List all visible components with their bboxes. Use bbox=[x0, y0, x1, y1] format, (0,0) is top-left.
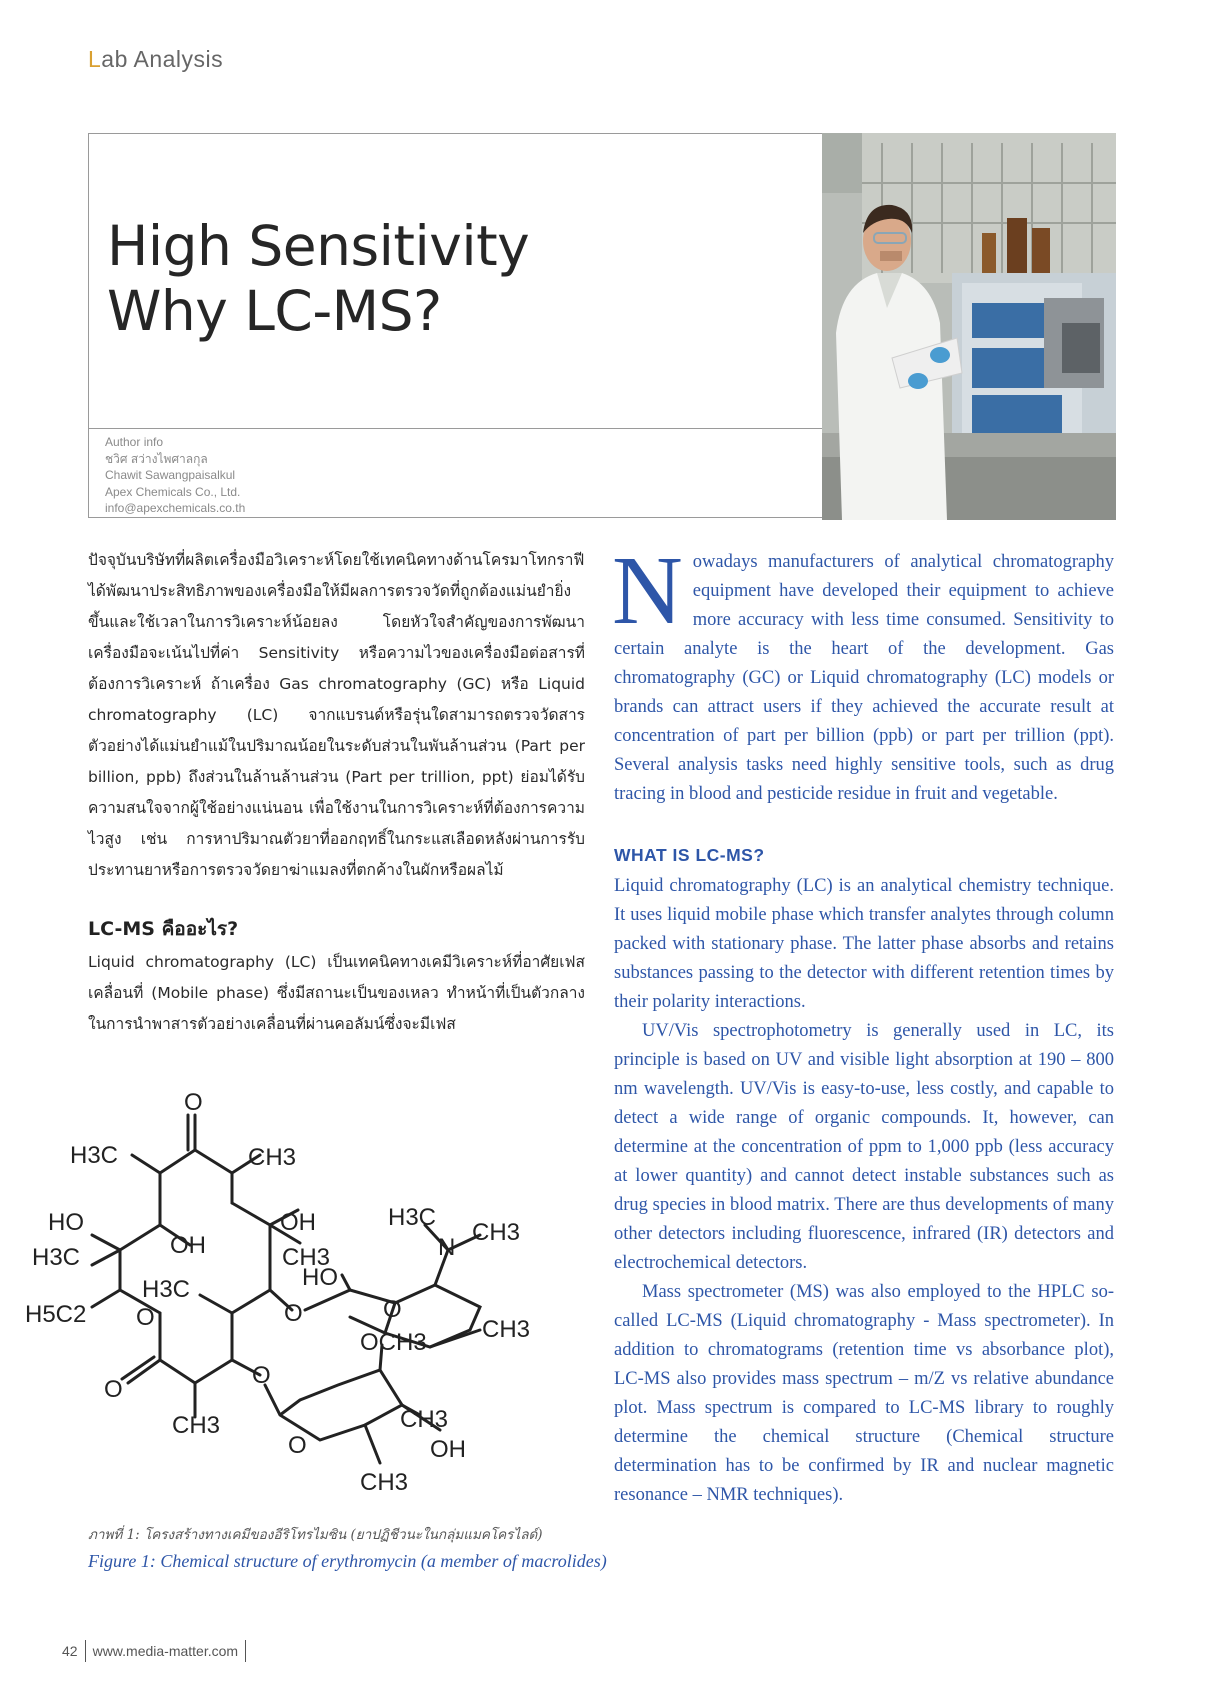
erythromycin-structure bbox=[20, 1085, 590, 1525]
author-company: Apex Chemicals Co., Ltd. bbox=[105, 484, 241, 499]
label-oh-mid: OH bbox=[170, 1232, 206, 1259]
label-och3: OCH3 bbox=[360, 1329, 427, 1356]
english-column bbox=[612, 537, 1114, 1510]
english-paragraph-3: UV/Vis spectrophotometry is generally used in LC, its principle is based on UV and visible light absorption at 190 – 800 nm wavelength. UV/Vis is easy-to-use, less costly, and capable to detect a wide range of organic compounds. It, however, can determine at the concentration of ppm to 1,000 ppb (less accuracy at lower quantity) and cannot detect instable substances such as drug species in blood matrix. There are thus developments of many other detectors including fluorescence, infrared (IR) detectors and electrochemical detectors. bbox=[614, 1021, 1114, 1273]
thai-paragraph-1: ปัจจุบันบริษัทที่ผลิตเครื่องมือวิเคราะห์โดยใช้เทคนิคทางด้านโครมาโทกราฟีได้พัฒนาประสิทธิภาพของเครื่องมือให้มีผลการตรวจวัดที่ถูกต้องแม่นยำยิ่งขึ้นและใช้เวลาในการวิเคราะห์น้อยลง โดยหัวใจสำคัญของการพัฒนาเครื่องมือจะเน้นไปที่ค่า Sensitivity หรือความไวของเครื่องมือต่อสารที่ต้องการวิเคราะห์ ถ้าเครื่อง Gas chromatography (GC) หรือ Liquid chromatography (LC) จากแบรนด์หรือรุ่นใดสามารถตรวจวัดสารตัวอย่างได้แม่นยำแม้ในปริมาณน้อยในระดับส่วนในพันล้านส่วน (Part per billion, ppb) ถึงส่วนในล้านล้านส่วน (Part per trillion, ppt) ย่อมได้รับความสนใจจากผู้ใช้อย่างแน่นอน เพื่อใช้งานในการวิเคราะห์ที่ต้องการความไวสูง เช่น การหาปริมาณตัวยาที่ออกฤทธิ์ในกระแสเลือดหลังผ่านการรับประทานยาหรือการตรวจวัดยาฆ่าแมลงที่ตกค้างในผักหรือผลไม้ bbox=[88, 551, 585, 879]
drop-cap: N bbox=[612, 537, 683, 645]
label-h3c-left: H3C bbox=[70, 1142, 119, 1169]
label-o-top: O bbox=[184, 1089, 203, 1116]
label-h5c2: H5C2 bbox=[25, 1301, 87, 1328]
label-ho-sugar: HO bbox=[302, 1264, 338, 1291]
label-ch3-mid: CH3 bbox=[282, 1244, 331, 1271]
label-n: N bbox=[438, 1234, 456, 1261]
label-ch3-right: CH3 bbox=[248, 1144, 297, 1171]
title-divider bbox=[89, 428, 822, 429]
label-oh-sugar2: OH bbox=[430, 1436, 466, 1463]
english-paragraph-1-text: owadays manufacturers of analytical chromatography equipment have developed their equipment to achieve more accuracy with less time consumed. Sensitivity to certain analyte is the heart of the development. Gas chromatography (GC) or Liquid chromatography (LC) models or brands can attract users if they achieved the accurate result at concentration of part per billion (ppb) or part per trillion (ppt). Several analysis tasks need highly sensitive tools, such as drug tracing in blood and pesticide residue in fruit and vegetable. bbox=[614, 552, 1114, 804]
label-ch3-sugar2b: CH3 bbox=[360, 1469, 409, 1496]
author-name: Chawit Sawangpaisalkul bbox=[105, 468, 236, 482]
author-heading: Author info bbox=[105, 435, 164, 449]
lab-photo bbox=[822, 133, 1116, 520]
label-o-sugar: O bbox=[383, 1296, 402, 1323]
label-h3c-amine: H3C bbox=[388, 1204, 437, 1231]
figure-caption-thai: ภาพที่ 1: โครงสร้างทางเคมีของอีริโทรไมซิน (ยาปฏิชีวนะในกลุ่มแมคโครไลด์) bbox=[88, 1527, 543, 1543]
page-footer bbox=[62, 1640, 253, 1662]
english-heading: WHAT IS LC-MS? bbox=[614, 845, 765, 865]
label-h3c-mid: H3C bbox=[32, 1244, 81, 1271]
thai-paragraph-2: Liquid chromatography (LC) เป็นเทคนิคทางเคมีวิเคราะห์ที่อาศัยเฟสเคลื่อนที่ (Mobile phase) ซึ่งมีสถานะเป็นของเหลว ทำหน้าที่เป็นตัวกลางในการนำพาสารตัวอย่างเคลื่อนที่ผ่านคอลัมน์ซึ่งจะมีเฟส bbox=[88, 953, 585, 1033]
article-title bbox=[107, 214, 529, 344]
english-paragraph-2: Liquid chromatography (LC) is an analytical chemistry technique. It uses liquid mobile phase which transfer analytes through column packed with stationary phase. The latter phase absorbs and retains substances passing to the detector with different retention times by their polarity interactions. bbox=[614, 876, 1114, 1012]
label-o-link-lower: O bbox=[252, 1362, 271, 1389]
article-title-line1: High Sensitivity bbox=[107, 214, 530, 278]
label-ch3-sugar2: CH3 bbox=[400, 1406, 449, 1433]
footer-divider-end bbox=[245, 1640, 246, 1662]
thai-column bbox=[88, 545, 585, 1040]
author-email: info@apexchemicals.co.th bbox=[105, 501, 246, 515]
section-label bbox=[88, 46, 223, 73]
thai-heading: LC-MS คืออะไร? bbox=[88, 918, 239, 940]
english-paragraph-1 bbox=[612, 537, 1114, 809]
label-o-link-upper: O bbox=[284, 1300, 303, 1327]
label-ch3-amine: CH3 bbox=[472, 1219, 521, 1246]
title-box bbox=[88, 133, 823, 518]
footer-divider bbox=[85, 1640, 86, 1662]
label-ch3-bottom: CH3 bbox=[172, 1412, 221, 1439]
article-title-line2: Why LC-MS? bbox=[107, 279, 442, 343]
page-number: 42 bbox=[62, 1643, 78, 1659]
footer-url[interactable]: www.media-matter.com bbox=[92, 1643, 239, 1659]
section-label-initial: L bbox=[88, 46, 102, 72]
label-ch3-sugar: CH3 bbox=[482, 1316, 531, 1343]
author-info bbox=[105, 434, 245, 517]
label-o-carbonyl: O bbox=[104, 1376, 123, 1403]
label-o-sugar2: O bbox=[288, 1432, 307, 1459]
label-ho-left: HO bbox=[48, 1209, 84, 1236]
label-o-ring: O bbox=[136, 1304, 155, 1331]
english-paragraph-4: Mass spectrometer (MS) was also employed to the HPLC so-called LC-MS (Liquid chromatography - Mass spectrometer). In addition to chromatograms (retention time vs absorbance plot), LC-MS also provides mass spectrum – m/Z vs relative abundance plot. Mass spectrum is compared to LC-MS library to roughly determine the chemical structure (Chemical structure determination has to be confirmed by IR and nuclear magnetic resonance – NMR techniques). bbox=[614, 1282, 1114, 1505]
label-h3c-lower: H3C bbox=[142, 1276, 191, 1303]
section-label-rest: ab Analysis bbox=[101, 46, 224, 72]
figure-caption: Figure 1: Chemical structure of erythromycin (a member of macrolides) bbox=[88, 1551, 607, 1571]
author-name-thai: ชวิศ สว่างไพศาลกุล bbox=[105, 451, 208, 466]
label-oh-right: OH bbox=[280, 1209, 316, 1236]
